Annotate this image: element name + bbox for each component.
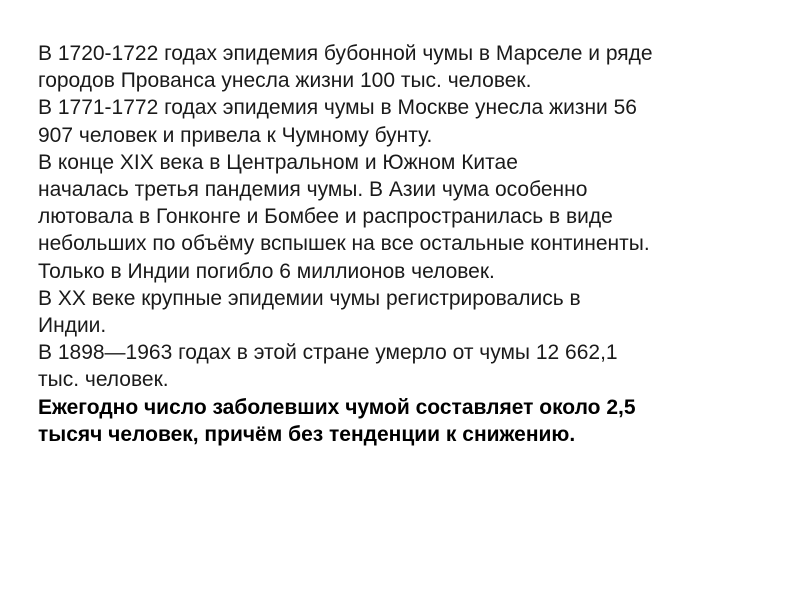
text-line: В конце XIX века в Центральном и Южном Китае xyxy=(38,150,518,174)
text-line: началась третья пандемия чумы. В Азии чума особенно xyxy=(38,178,588,202)
text-line: Индии. xyxy=(38,314,107,338)
text-line: небольших по объёму вспышек на все остальные континенты. xyxy=(38,232,650,256)
text-line: городов Прованса унесла жизни 100 тыс. человек. xyxy=(38,69,532,93)
paragraph-india-deaths xyxy=(38,339,778,393)
paragraph-moscow-plague xyxy=(38,94,778,148)
paragraph-india-20th-century xyxy=(38,285,778,339)
text-line: В XX веке крупные эпидемии чумы регистрировались в xyxy=(38,286,581,310)
text-line: В 1898—1963 годах в этой стране умерло от чумы 12 662,1 xyxy=(38,341,618,365)
slide-text xyxy=(38,40,778,448)
text-line: тысяч человек, причём без тенденции к снижению. xyxy=(38,422,576,446)
text-line: лютовала в Гонконге и Бомбее и распространилась в виде xyxy=(38,205,613,229)
paragraph-annual-cases xyxy=(38,394,778,448)
text-line: Ежегодно число заболевших чумой составляет около 2,5 xyxy=(38,395,636,419)
text-line: тыс. человек. xyxy=(38,368,169,392)
paragraph-third-pandemic xyxy=(38,149,778,285)
text-line: 907 человек и привела к Чумному бунту. xyxy=(38,123,433,147)
paragraph-marseille-plague xyxy=(38,40,778,94)
text-line: В 1771-1772 годах эпидемия чумы в Москве унесла жизни 56 xyxy=(38,96,637,120)
text-line: Только в Индии погибло 6 миллионов человек. xyxy=(38,259,495,283)
text-line: В 1720-1722 годах эпидемия бубонной чумы в Марселе и ряде xyxy=(38,42,653,65)
